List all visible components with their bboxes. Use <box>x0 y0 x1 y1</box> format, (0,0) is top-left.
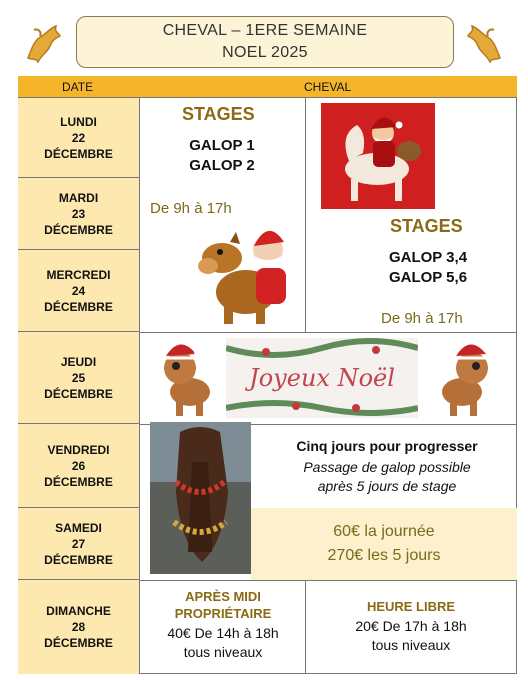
promo-line: après 5 jours de stage <box>317 478 457 494</box>
horse-logo-icon <box>460 18 508 66</box>
christmas-pony-icon <box>430 336 502 418</box>
price-week: 270€ les 5 jours <box>327 547 441 564</box>
date-cell-saturday <box>18 508 140 580</box>
horse-logo-icon <box>20 18 68 66</box>
day-number: 22 <box>71 130 86 145</box>
stage-left-hours: De 9h à 17h <box>150 200 232 217</box>
galop-label: GALOP 3,4 <box>388 249 468 266</box>
day-month: DÉCEMBRE <box>44 386 113 401</box>
day-name: MARDI <box>58 190 99 205</box>
joyeux-noel-banner <box>226 338 418 418</box>
date-cell-monday <box>18 98 140 178</box>
sunday-right-line-1: 20€ De 17h à 18h <box>355 618 467 634</box>
stage-right-galops <box>370 248 486 288</box>
day-month: DÉCEMBRE <box>44 222 113 237</box>
sunday-left-line-1: 40€ De 14h à 18h <box>167 625 279 641</box>
promo-headline: Cinq jours pour progresser <box>296 438 478 454</box>
sunday-right-line-2: tous niveaux <box>371 637 451 653</box>
sunday-left-cell <box>141 588 305 662</box>
promo-details <box>262 458 512 496</box>
day-name: VENDREDI <box>47 442 110 457</box>
date-cell-wednesday <box>18 250 140 332</box>
title-line-2: NOEL 2025 <box>222 44 308 61</box>
day-number: 28 <box>71 620 86 634</box>
day-number: 27 <box>71 536 86 551</box>
sunday-left-title-2: PROPRIÉTAIRE <box>174 606 272 621</box>
date-cell-sunday <box>18 580 140 674</box>
galop-label: GALOP 2 <box>189 157 255 174</box>
day-number: 26 <box>71 458 86 473</box>
day-name: JEUDI <box>60 354 97 369</box>
horse-photo-icon <box>150 422 251 574</box>
date-cell-friday <box>18 424 140 508</box>
date-cell-tuesday <box>18 178 140 250</box>
joyeux-noel-text: Joyeux Noël <box>249 364 395 392</box>
sunday-left-line-2: tous niveaux <box>183 644 263 660</box>
sunday-right-title: HEURE LIBRE <box>366 599 456 614</box>
stage-left-galops <box>170 136 274 176</box>
page-title <box>76 16 454 68</box>
price-day: 60€ la journée <box>333 523 435 540</box>
stage-right-hours: De 9h à 17h <box>381 310 463 327</box>
sunday-right-cell <box>306 598 516 655</box>
day-number: 25 <box>71 370 86 385</box>
date-cell-thursday <box>18 332 140 424</box>
table-header <box>18 76 517 98</box>
header-date: DATE <box>62 80 94 94</box>
divider <box>305 98 306 332</box>
day-name: DIMANCHE <box>46 604 111 618</box>
day-month: DÉCEMBRE <box>44 552 113 567</box>
day-month: DÉCEMBRE <box>44 636 113 650</box>
cartoon-horse-santa-icon <box>196 212 304 328</box>
day-number: 23 <box>71 206 86 221</box>
santa-horse-image <box>321 103 435 209</box>
day-month: DÉCEMBRE <box>44 299 113 314</box>
galop-label: GALOP 5,6 <box>388 269 468 286</box>
title-line-1: CHEVAL – 1ERE SEMAINE <box>162 22 368 39</box>
day-name: LUNDI <box>60 114 97 129</box>
day-name: MERCREDI <box>46 267 111 282</box>
divider <box>140 332 517 333</box>
header-cheval: CHEVAL <box>304 80 352 94</box>
promo-line: Passage de galop possible <box>303 459 471 475</box>
christmas-pony-icon <box>150 336 222 418</box>
day-month: DÉCEMBRE <box>44 474 113 489</box>
price-panel <box>251 508 517 580</box>
day-name: SAMEDI <box>55 520 102 535</box>
stage-left-title: STAGES <box>182 104 255 124</box>
divider <box>140 580 517 581</box>
day-number: 24 <box>71 283 86 298</box>
santa-horse-icon <box>321 103 435 209</box>
stage-right-title: STAGES <box>390 216 463 236</box>
day-month: DÉCEMBRE <box>44 146 113 161</box>
horse-photo <box>150 422 251 574</box>
galop-label: GALOP 1 <box>189 137 255 154</box>
sunday-left-title-1: APRÈS MIDI <box>185 589 261 604</box>
